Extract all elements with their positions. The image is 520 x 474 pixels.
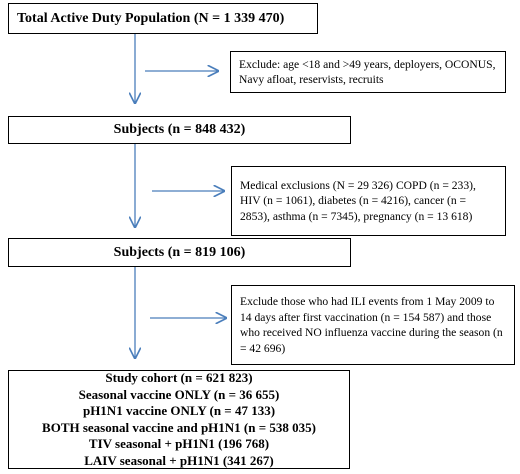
subjects-label-2: Subjects (n = 819 106) [113,244,246,260]
cohort-line: pH1N1 vaccine ONLY (n = 47 133) [82,403,276,418]
exclusion-box-1 [230,51,506,93]
subjects-label-1: Subjects (n = 848 432) [113,122,246,137]
study-cohort-box [8,370,350,469]
cohort-line: Seasonal vaccine ONLY (n = 36 655) [78,386,280,402]
cohort-line: Study cohort (n = 621 823) [105,370,253,385]
exclusion-box-3 [231,285,515,365]
subjects-box-2 [8,238,351,267]
cohort-line: TIV seasonal + pH1N1 (196 768) [88,436,270,451]
exclusion-text-2: Medical exclusions (N = 29 326) COPD (n = 233), HIV (n = 1061), diabetes (n = 4216), cancer (n = 2853), asthma (n = 7345), pregnancy (n = 13 618) [240,178,476,223]
cohort-line: BOTH seasonal vaccine and pH1N1 (n = 538 035) [42,419,316,435]
exclusion-text-1: Exclude: age <18 and >49 years, deployers, OCONUS, Navy afloat, reservists, recruits [239,57,496,86]
exclusion-box-2 [231,166,506,236]
exclusion-text-3: Exclude those who had ILI events from 1 May 2009 to 14 days after first vaccination (n = 154 587) and those who received NO influenza vaccine during the season (n = 42 696) [240,295,503,355]
cohort-line: LAIV seasonal + pH1N1 (341 267) [84,452,274,468]
total-population-box [8,3,318,34]
total-population-label: Total Active Duty Population (N = 1 339 470) [17,10,285,26]
subjects-box-1 [8,116,351,144]
